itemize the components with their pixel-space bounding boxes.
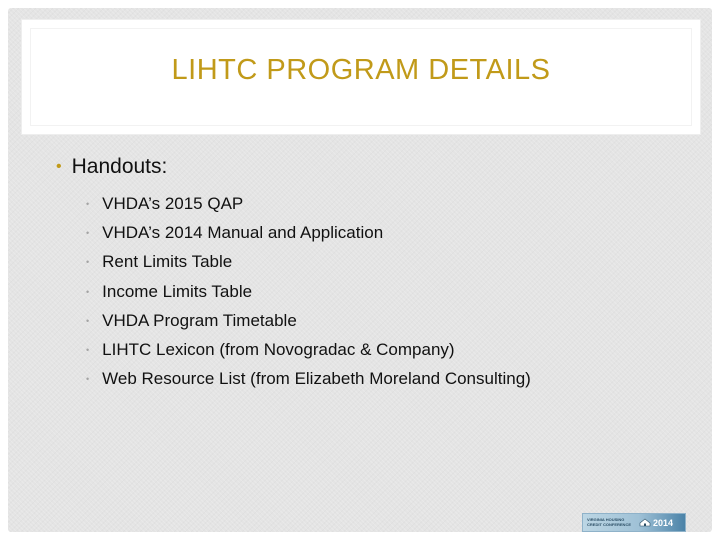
list-item (86, 335, 531, 364)
list-item-text: Web Resource List (from Elizabeth Moreland Consulting) (102, 369, 531, 389)
logo-text (587, 518, 633, 527)
sub-bullet-icon: • (86, 315, 90, 326)
list-item-text: VHDA Program Timetable (102, 310, 297, 330)
list-item (86, 365, 531, 394)
list-item-text: LIHTC Lexicon (from Novogradac & Company) (102, 340, 455, 360)
bullet-dot-icon: • (56, 158, 62, 175)
title-frame (30, 28, 692, 126)
slide-background (8, 8, 712, 532)
list-item (86, 248, 531, 277)
title-band (22, 20, 700, 134)
sub-bullet-icon: • (86, 198, 90, 209)
house-icon (639, 518, 651, 527)
conference-logo (582, 513, 686, 532)
logo-line-1: VIRGINIA HOUSING (587, 517, 625, 522)
sub-bullet-icon: • (86, 227, 90, 238)
slide-title: LIHTC PROGRAM DETAILS (171, 53, 551, 86)
list-item (86, 189, 531, 218)
section-bullet (56, 153, 531, 181)
list-item-text: VHDA’s 2015 QAP (102, 193, 244, 213)
list-item-text: Rent Limits Table (102, 252, 233, 272)
list-item-text: VHDA’s 2014 Manual and Application (102, 222, 384, 242)
list-item (86, 218, 531, 247)
logo-year: 2014 (653, 517, 674, 528)
section-label: Handouts: (71, 155, 168, 178)
sub-bullet-icon: • (86, 286, 90, 297)
logo-mark (639, 518, 673, 528)
logo-line-2: CREDIT CONFERENCE (587, 521, 632, 527)
sub-bullet-icon: • (86, 374, 90, 385)
list-item (86, 277, 531, 306)
sub-bullet-icon: • (86, 257, 90, 268)
list-item (86, 306, 531, 335)
sub-bullet-icon: • (86, 345, 90, 356)
handout-list (86, 189, 531, 394)
bullet-list (56, 153, 531, 394)
list-item-text: Income Limits Table (102, 281, 253, 301)
